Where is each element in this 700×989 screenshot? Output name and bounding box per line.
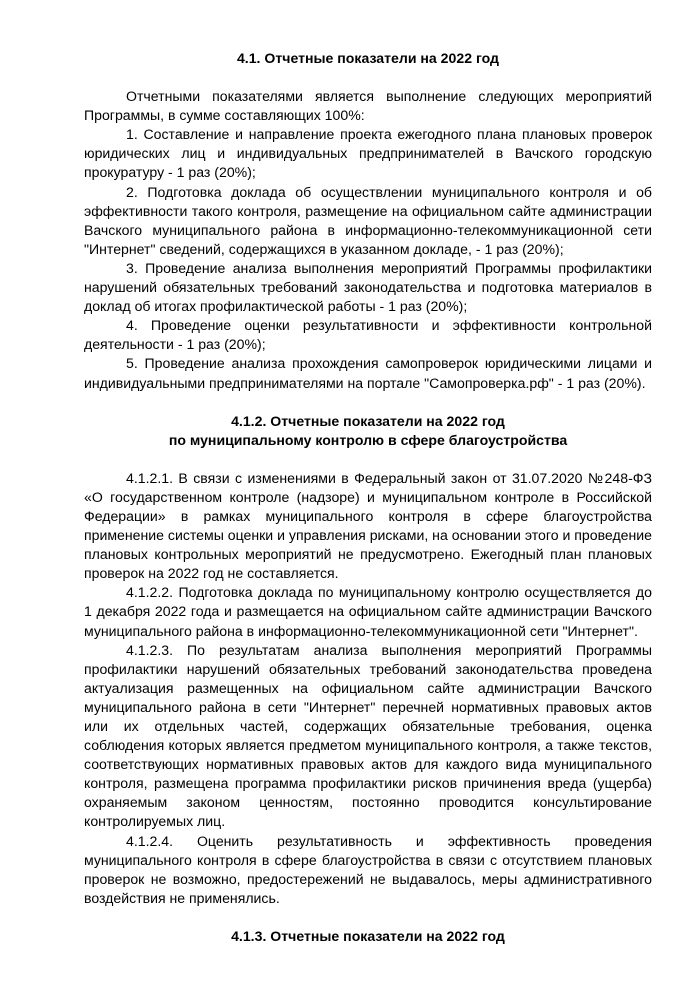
paragraph: 4.1.2.2. Подготовка доклада по муниципальному контролю осуществляется до 1 декабря 2022 года и размещается на официальном сайте администрации Вачского муниципального района в информационно-телекоммуникационной сети "Интернет". [84, 584, 652, 639]
list-item: 1. Составление и направление проекта ежегодного плана плановых проверок юридических лиц и индивидуальных предпринимателей в Вачского городскую прокуратуру - 1 раз (20%); [84, 126, 652, 181]
section-intro: Отчетными показателями является выполнение следующих мероприятий Программы, в сумме составляющих 100%: [84, 88, 652, 124]
paragraph: 4.1.2.3. По результатам анализа выполнения мероприятий Программы профилактики нарушений обязательных требований законодательства проведена актуализация размещенных на официальном сайте администрации Вачского муниципального района в сети "Интернет" перечней нормативных правовых актов или их отдельных частей, содержащих обязательные требования, оценка соблюдения которых является предметом муниципального контроля, а также текстов, соответствующих нормативных правовых актов для каждого вида муниципального контроля, размещена программа профилактики рисков причинения вреда (ущерба) охраняемым законом ценностям, постоянно проводится консультирование контролируемых лиц. [84, 641, 652, 830]
paragraph: 4.1.2.4. Оценить результативность и эффективность проведения муниципального контроля в сфере благоустройства в связи с отсутствием плановых проверок не возможно, предостережений не выдавалось, меры административного воздействия не применялись. [84, 832, 652, 906]
section-4-1-3 [84, 927, 652, 946]
section-heading [84, 412, 652, 450]
list-item: 4. Проведение оценки результативности и эффективности контрольной деятельности - 1 раз (20%); [84, 317, 652, 353]
heading-line: 4.1.2. Отчетные показатели на 2022 год [231, 412, 505, 429]
section-4-1 [84, 49, 652, 393]
list-item: 2. Подготовка доклада об осуществлении муниципального контроля и об эффективности такого контроля, размещение на официальном сайте администрации Вачского муниципального района в информационно-телекоммуникационной сети "Интернет" сведений, содержащихся в указанном докладе, - 1 раз (20%); [84, 183, 652, 257]
section-4-1-2 [84, 412, 652, 908]
paragraph: 4.1.2.1. В связи с изменениями в Федеральный закон от 31.07.2020 №248-ФЗ «О государственном контроле (надзоре) и муниципальном контроле в Российской Федерации» в рамках муниципального контроля в сфере благоустройства применение системы оценки и управления рисками, на основании этого и проведение плановых контрольных мероприятий не предусмотрено. Ежегодный план плановых проверок на 2022 год не составляется. [84, 469, 652, 582]
section-heading: 4.1.3. Отчетные показатели на 2022 год [231, 927, 505, 944]
section-heading: 4.1. Отчетные показатели на 2022 год [236, 50, 500, 66]
heading-line: по муниципальному контролю в сфере благоустройства [168, 431, 568, 448]
list-item: 3. Проведение анализа выполнения мероприятий Программы профилактики нарушений обязательных требований законодательства и подготовка материалов в доклад об итогах профилактической работы - 1 раз (20%); [84, 259, 652, 315]
list-item: 5. Проведение анализа прохождения самопроверок юридическими лицами и индивидуальными предпринимателями на портале "Самопроверка.рф" - 1 раз (20%). [84, 355, 652, 391]
